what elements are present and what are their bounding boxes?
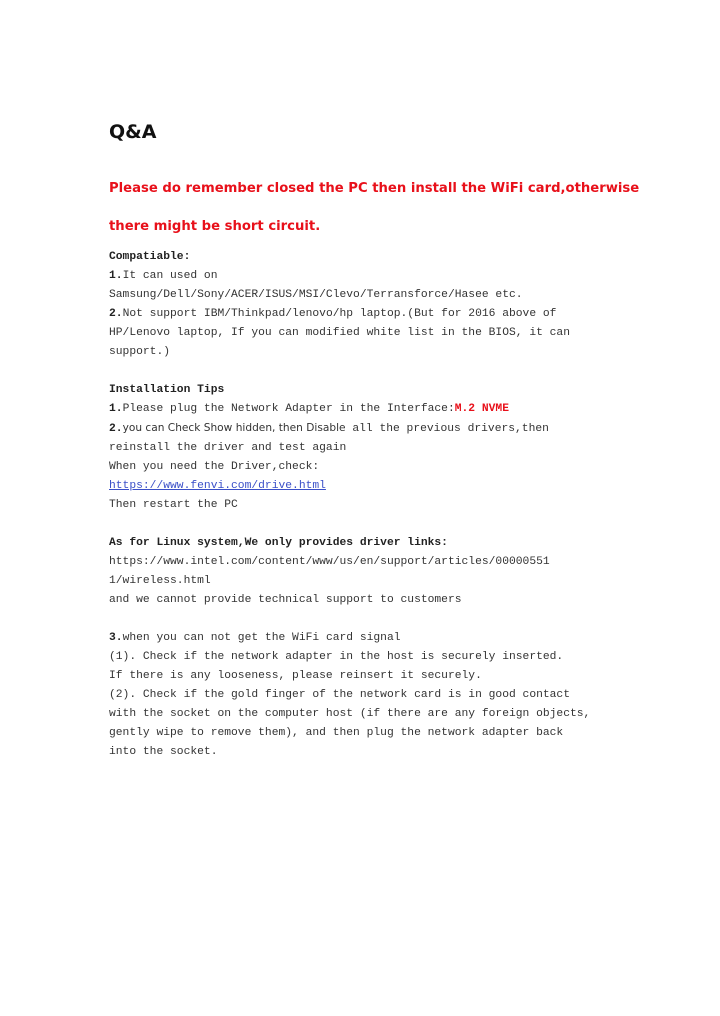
signal-p1-line-1: (1). Check if the network adapter in the host is securely inserted. (109, 651, 564, 663)
compatible-heading: Compatiable: (109, 251, 191, 263)
compatible-item-1: 1.It can used on (109, 270, 218, 282)
signal-p2-line-3: gently wipe to remove them), and then plug the network adapter back (109, 727, 564, 739)
linux-url-line-1: https://www.intel.com/content/www/us/en/support/articles/00000551 (109, 556, 550, 568)
linux-section (109, 534, 629, 610)
signal-p2-line-1: (2). Check if the gold finger of the network card is in good contact (109, 689, 570, 701)
installation-heading: Installation Tips (109, 384, 225, 396)
spacer (109, 515, 629, 534)
warning-line-1: Please do remember closed the PC then install the WiFi card,otherwise (109, 181, 640, 196)
compatible-item-2-line-2: HP/Lenovo laptop, If you can modified white list in the BIOS, it can (109, 327, 570, 339)
signal-p2-line-4: into the socket. (109, 746, 218, 758)
linux-url-line-2: 1/wireless.html (109, 575, 211, 587)
compatible-item-1-brands: Samsung/Dell/Sony/ACER/ISUS/MSI/Clevo/Terransforce/Hasee etc. (109, 289, 523, 301)
signal-section (109, 629, 629, 762)
linux-heading: As for Linux system,We only provides driver links: (109, 537, 448, 549)
signal-heading: 3.when you can not get the WiFi card signal (109, 632, 401, 644)
installation-item-2: 2.you can Check Show hidden, then Disable all the previous drivers,then (109, 422, 549, 435)
signal-p1-line-2: If there is any looseness, please reinsert it securely. (109, 670, 482, 682)
installation-section (109, 381, 629, 515)
document-content (109, 116, 640, 762)
linux-note: and we cannot provide technical support to customers (109, 594, 462, 606)
page-title: Q&A (109, 121, 157, 143)
driver-link[interactable]: https://www.fenvi.com/drive.html (109, 480, 326, 492)
compatible-item-2-line-3: support.) (109, 346, 171, 358)
warning-line-2: there might be short circuit. (109, 219, 321, 234)
compatible-section (109, 248, 629, 362)
spacer (109, 610, 629, 629)
warning-text (109, 170, 640, 246)
spacer (109, 362, 629, 381)
signal-p2-line-2: with the socket on the computer host (if there are any foreign objects, (109, 708, 591, 720)
driver-line: When you need the Driver,check: (109, 461, 320, 473)
interface-highlight: M.2 NVME (454, 403, 509, 415)
restart-line: Then restart the PC (109, 499, 238, 511)
installation-item-2-line-2: reinstall the driver and test again (109, 442, 347, 454)
compatible-item-2: 2.Not support IBM/Thinkpad/lenovo/hp laptop.(But for 2016 above of (109, 308, 557, 320)
installation-item-1: 1.Please plug the Network Adapter in the Interface:M.2 NVME (109, 403, 509, 415)
